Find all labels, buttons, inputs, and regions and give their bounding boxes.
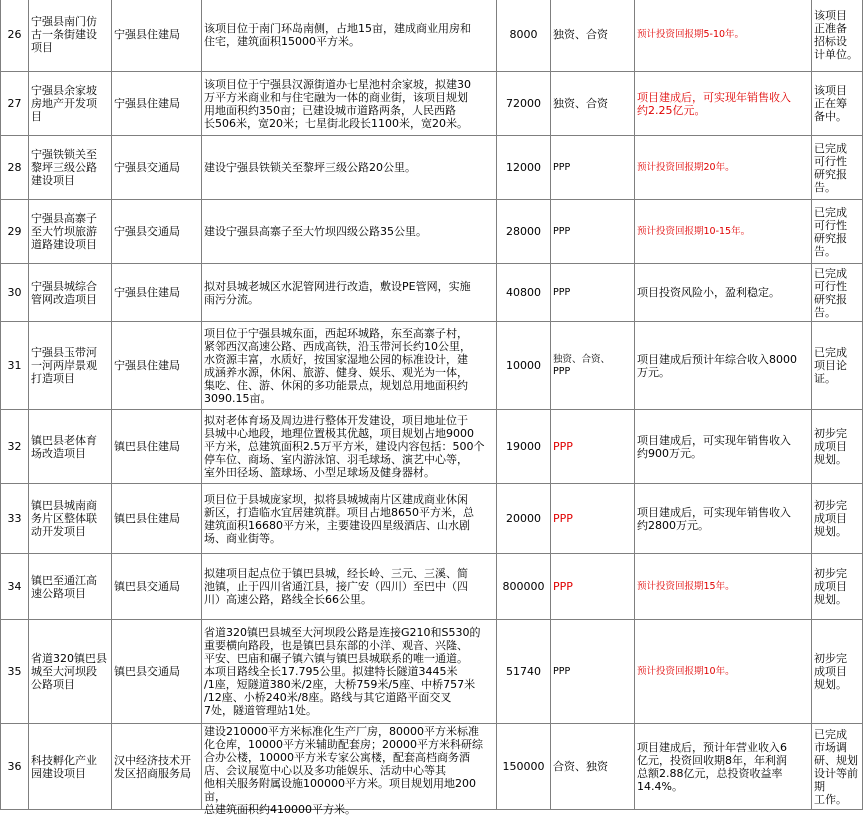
economic-benefit-cell: 预计投资回报期10年。: [635, 620, 812, 724]
cooperation-mode-cell: PPP: [551, 136, 635, 200]
progress-cell: 已完成 可行性 研究报 告。: [812, 136, 863, 200]
project-content-cell: 项目位于宁强县城东面，西起环城路，东至高寨子村， 紧邻西汉高速公路、西成高铁，沿玉带河长约10公里， 水资源丰富，水质好，按国家湿地公园的标准设计，建 成涵养水源，休闲、旅游、健身、娱乐、观光为一体， 集吃、住、游、休闲的多功能景点，规划总用地面积约 3090.15亩。: [202, 322, 497, 410]
project-name-cell: 宁强铁锁关至 黎坪三级公路 建设项目: [29, 136, 112, 200]
progress-cell: 已完成 项目论 证。: [812, 322, 863, 410]
economic-benefit-cell: 预计投资回报期10-15年。: [635, 200, 812, 264]
row-number: 31: [1, 322, 29, 410]
responsible-unit-cell: 汉中经济技术开 发区招商服务局: [112, 724, 202, 810]
project-name-cell: 宁强县南门仿 古一条街建设 项目: [29, 0, 112, 72]
table-row: [1, 484, 863, 554]
progress-cell: 该项目 正在筹 备中。: [812, 72, 863, 136]
table-row: [1, 136, 863, 200]
table-row: [1, 200, 863, 264]
economic-benefit-cell: 项目建成后，可实现年销售收入 约900万元。: [635, 410, 812, 484]
project-name-cell: 宁强县余家坡 房地产开发项 目: [29, 72, 112, 136]
table-row: [1, 724, 863, 810]
project-content-cell: 项目位于县城庞家坝，拟将县城城南片区建成商业休闲 新区，打造临水宜居建筑群。项目占地8650平方米，总 建筑面积16680平方米，主要建设四星级酒店、山水剧 场、商业街等。: [202, 484, 497, 554]
responsible-unit-cell: 宁强县住建局: [112, 0, 202, 72]
responsible-unit-cell: 宁强县交通局: [112, 136, 202, 200]
investment-amount-cell: 10000: [497, 322, 551, 410]
project-content-cell: 省道320镇巴县城至大河坝段公路是连接G210和S530的 重要横向路段，也是镇巴县东部的小洋、观音、兴隆、 平安、巴庙和碾子镇六镇与镇巴县城联系的唯一通道。 本项目路线全长17.795公里。拟建特长隧道3445米 /1座，短隧道380米/2座，大桥759米/5座、中桥757米 /12座、小桥240米/8座。路线与其它道路平面交叉 7处，隧道管理站1处。: [202, 620, 497, 724]
cooperation-mode-cell: PPP: [551, 620, 635, 724]
table-row: [1, 410, 863, 484]
cooperation-mode-cell: PPP: [551, 200, 635, 264]
responsible-unit-cell: 宁强县住建局: [112, 322, 202, 410]
project-content-cell: 该项目位于宁强县汉源街道办七星池村余家坡，拟建30 万平方米商业和与住宅融为一体的商业街，该项目规划 用地面积约350亩；已建设城市道路两条，人民西路 长506米，宽20米；七星街北段长1100米，宽20米。: [202, 72, 497, 136]
economic-benefit-cell: 项目投资风险小，盈利稳定。: [635, 264, 812, 322]
project-name-cell: 省道320镇巴县 城至大河坝段 公路项目: [29, 620, 112, 724]
economic-benefit-cell: 预计投资回报期5-10年。: [635, 0, 812, 72]
investment-amount-cell: 28000: [497, 200, 551, 264]
investment-amount-cell: 40800: [497, 264, 551, 322]
project-content-cell: 拟对县城老城区水泥管网进行改造，敷设PE管网，实施 雨污分流。: [202, 264, 497, 322]
progress-cell: 初步完 成项目 规划。: [812, 410, 863, 484]
row-number: 32: [1, 410, 29, 484]
table-row: [1, 72, 863, 136]
project-content-cell: 建设宁强县高寨子至大竹坝四级公路35公里。: [202, 200, 497, 264]
row-number: 26: [1, 0, 29, 72]
table-row: [1, 0, 863, 72]
project-content-cell: 建设210000平方米标准化生产厂房，80000平方米标准 化仓库，10000平方米辅助配套房；20000平方米科研综 合办公楼，10000平方米专家公寓楼，配套高档商务酒 店、会议展览中心以及多功能娱乐、活动中心等其 他相关服务附属设施100000平方米。项目规划用地200亩， 总建筑面积约410000平方米。: [202, 724, 497, 810]
responsible-unit-cell: 镇巴县交通局: [112, 554, 202, 620]
project-name-cell: 宁强县玉带河 一河两岸景观 打造项目: [29, 322, 112, 410]
investment-amount-cell: 19000: [497, 410, 551, 484]
economic-benefit-cell: 预计投资回报期20年。: [635, 136, 812, 200]
responsible-unit-cell: 宁强县交通局: [112, 200, 202, 264]
progress-cell: 已完成 市场调 研、规划 设计等前期 工作。: [812, 724, 863, 810]
cooperation-mode-cell: PPP: [551, 484, 635, 554]
project-name-cell: 宁强县高寨子 至大竹坝旅游 道路建设项目: [29, 200, 112, 264]
cooperation-mode-cell: PPP: [551, 554, 635, 620]
cooperation-mode-cell: PPP: [551, 264, 635, 322]
project-name-cell: 宁强县城综合 管网改造项目: [29, 264, 112, 322]
row-number: 36: [1, 724, 29, 810]
row-number: 33: [1, 484, 29, 554]
investment-amount-cell: 8000: [497, 0, 551, 72]
investment-amount-cell: 800000: [497, 554, 551, 620]
investment-amount-cell: 72000: [497, 72, 551, 136]
economic-benefit-cell: 项目建成后，可实现年销售收入 约2800万元。: [635, 484, 812, 554]
project-name-cell: 镇巴县城南商 务片区整体联 动开发项目: [29, 484, 112, 554]
cooperation-mode-cell: 合资、独资: [551, 724, 635, 810]
project-content-cell: 拟对老体育场及周边进行整体开发建设，项目地址位于 县城中心地段，地理位置极其优越，项目规划占地9000 平方米，总建筑面积2.5万平方米，建设内容包括：500个 停车位、商场、室内游泳馆、羽毛球场、演艺中心等， 室外田径场、篮球场、小型足球场及健身器材。: [202, 410, 497, 484]
responsible-unit-cell: 宁强县住建局: [112, 72, 202, 136]
responsible-unit-cell: 镇巴县交通局: [112, 620, 202, 724]
economic-benefit-cell: 项目建成后，可实现年销售收入 约2.25亿元。: [635, 72, 812, 136]
investment-amount-cell: 150000: [497, 724, 551, 810]
project-name-cell: 科技孵化产业 园建设项目: [29, 724, 112, 810]
row-number: 35: [1, 620, 29, 724]
project-content-cell: 该项目位于南门环岛南侧，占地15亩，建成商业用房和 住宅，建筑面积15000平方米。: [202, 0, 497, 72]
responsible-unit-cell: 宁强县住建局: [112, 264, 202, 322]
economic-benefit-cell: 项目建成后预计年综合收入8000 万元。: [635, 322, 812, 410]
progress-cell: 初步完 成项目 规划。: [812, 484, 863, 554]
investment-amount-cell: 51740: [497, 620, 551, 724]
progress-cell: 已完成 可行性 研究报 告。: [812, 264, 863, 322]
investment-amount-cell: 12000: [497, 136, 551, 200]
responsible-unit-cell: 镇巴县住建局: [112, 484, 202, 554]
project-content-cell: 拟建项目起点位于镇巴县城，经长岭、三元、三溪、简 池镇，止于四川省通江县，接广安（四川）至巴中（四 川）高速公路，路线全长66公里。: [202, 554, 497, 620]
progress-cell: 初步完 成项目 规划。: [812, 620, 863, 724]
project-content-cell: 建设宁强县铁锁关至黎坪三级公路20公里。: [202, 136, 497, 200]
responsible-unit-cell: 镇巴县住建局: [112, 410, 202, 484]
cooperation-mode-cell: 独资、合资: [551, 72, 635, 136]
table-row: [1, 264, 863, 322]
cooperation-mode-cell: 独资、合资、 PPP: [551, 322, 635, 410]
progress-cell: 初步完 成项目 规划。: [812, 554, 863, 620]
investment-amount-cell: 20000: [497, 484, 551, 554]
progress-cell: 该项目 正准备 招标设 计单位。: [812, 0, 863, 72]
project-name-cell: 镇巴县老体育 场改造项目: [29, 410, 112, 484]
project-name-cell: 镇巴至通江高 速公路项目: [29, 554, 112, 620]
cooperation-mode-cell: 独资、合资: [551, 0, 635, 72]
row-number: 28: [1, 136, 29, 200]
table-row: [1, 554, 863, 620]
table-row: [1, 620, 863, 724]
row-number: 34: [1, 554, 29, 620]
row-number: 30: [1, 264, 29, 322]
row-number: 27: [1, 72, 29, 136]
economic-benefit-cell: 项目建成后，预计年营业收入6 亿元，投资回收期8年，年利润 总额2.88亿元，总投资收益率 14.4%。: [635, 724, 812, 810]
economic-benefit-cell: 预计投资回报期15年。: [635, 554, 812, 620]
cooperation-mode-cell: PPP: [551, 410, 635, 484]
row-number: 29: [1, 200, 29, 264]
progress-cell: 已完成 可行性 研究报 告。: [812, 200, 863, 264]
table-row: [1, 322, 863, 410]
